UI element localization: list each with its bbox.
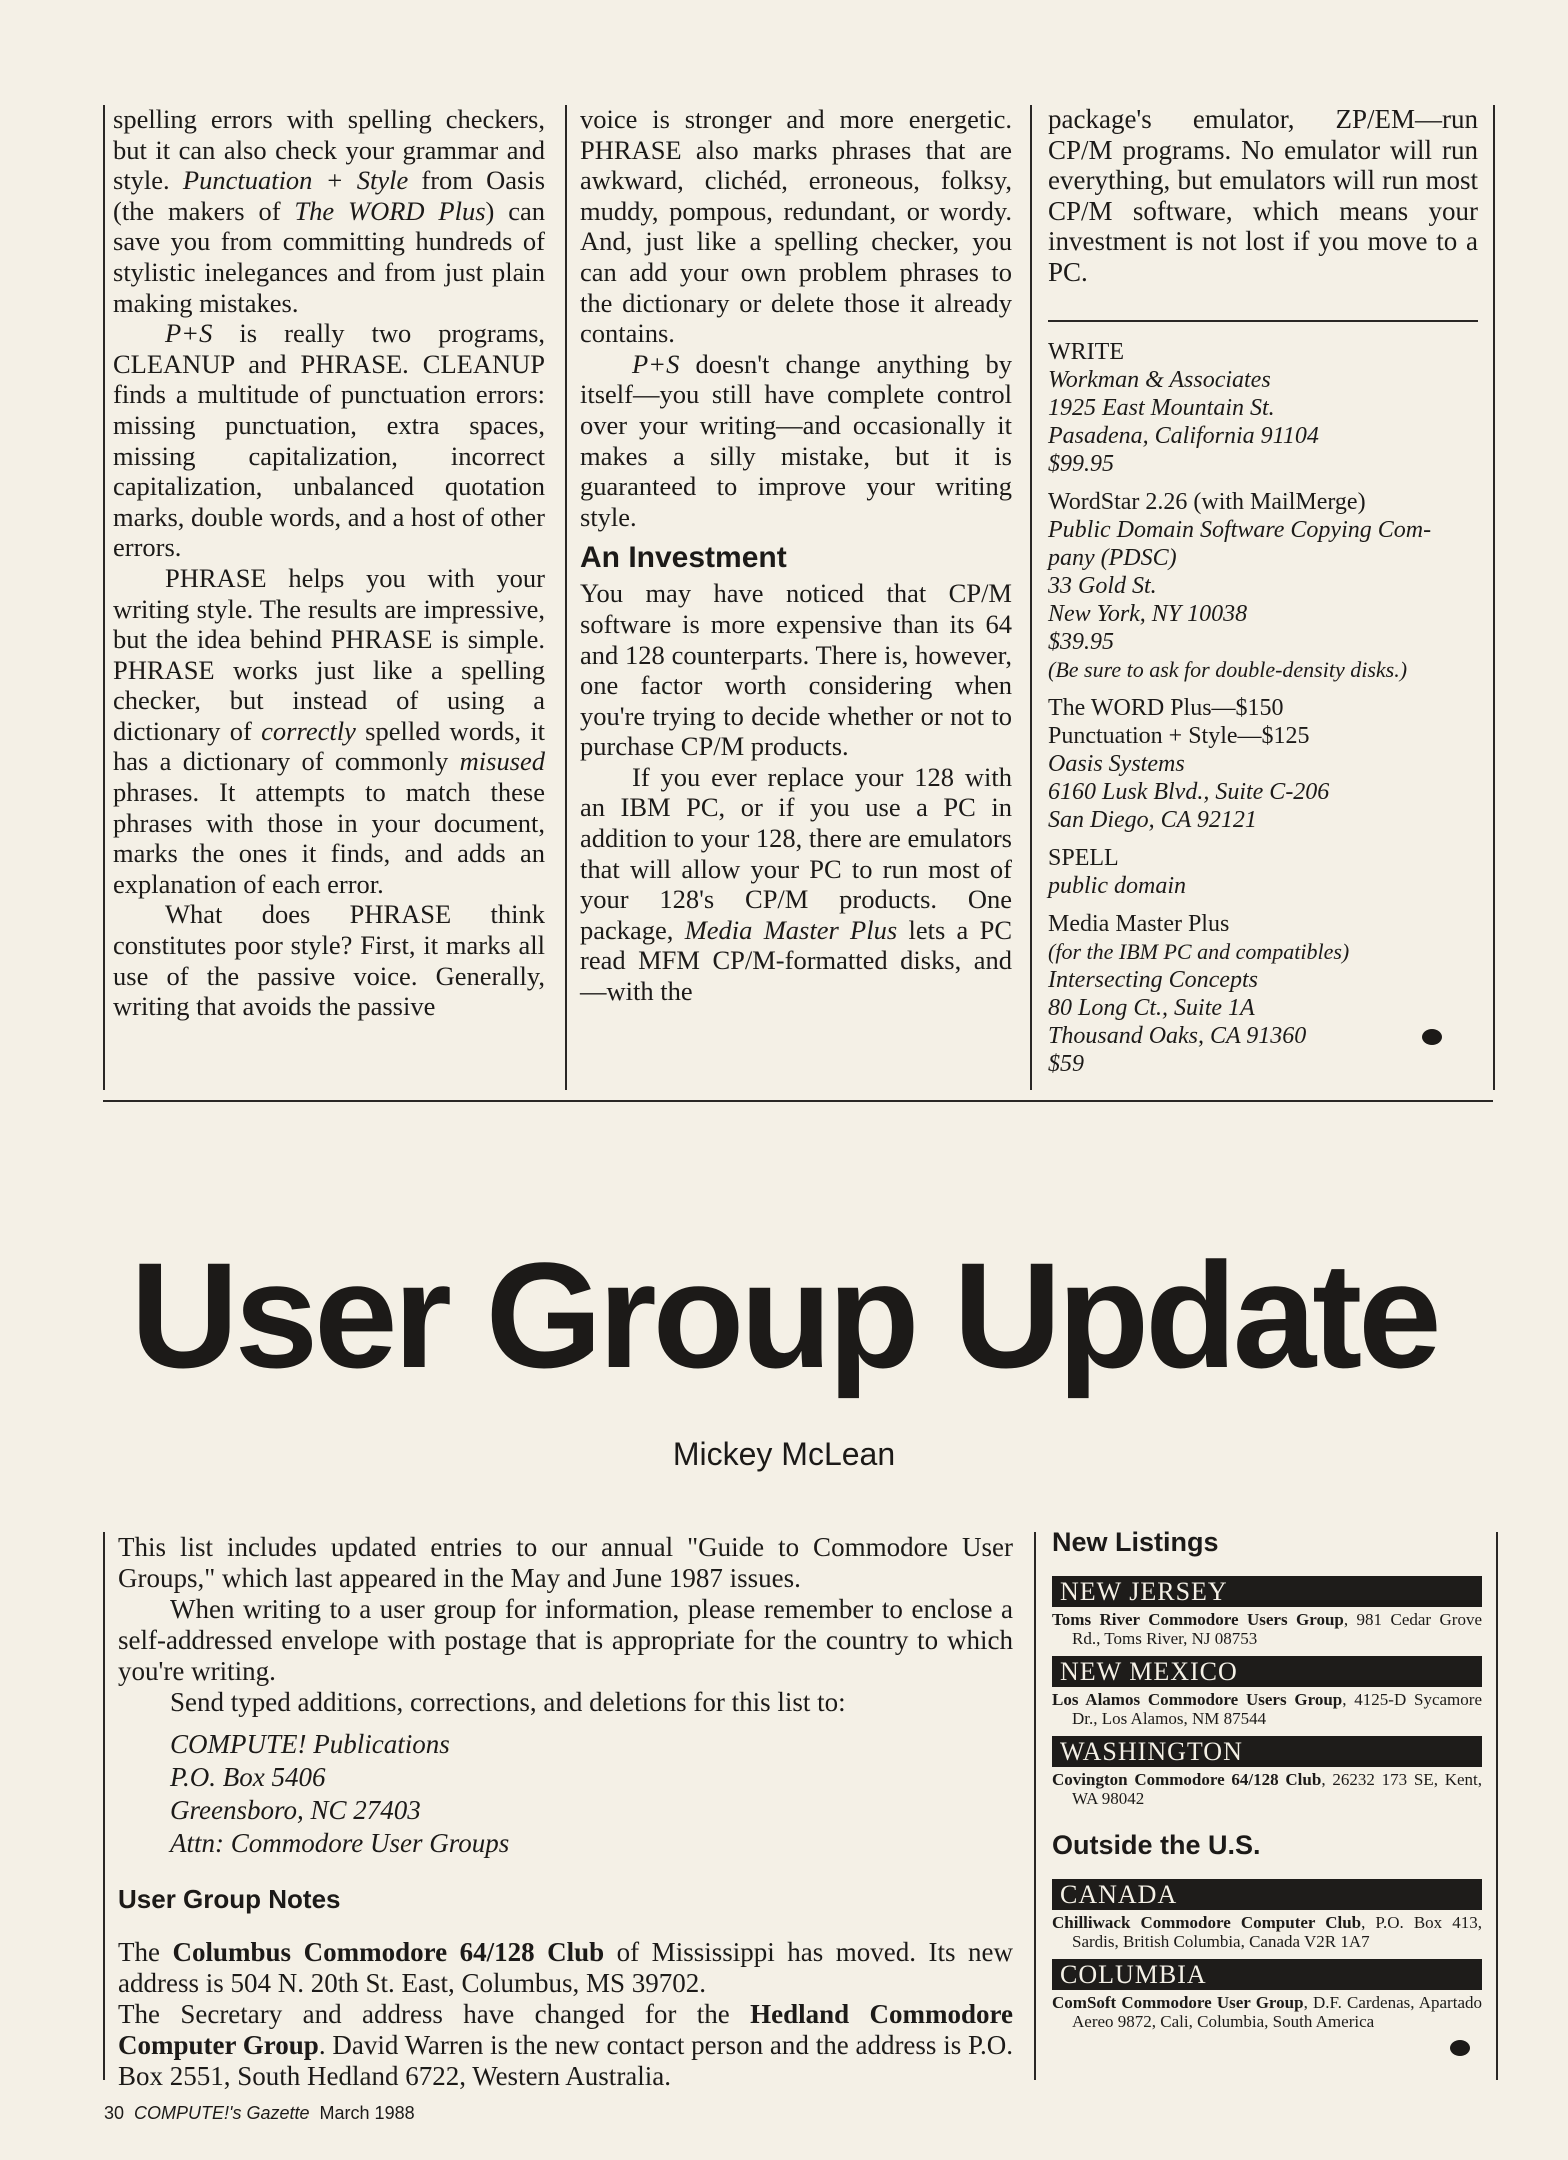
listing-entry: ComSoft Commodore User Group, D.F. Cardenas, Apartado Aereo 9872, Cali, Columbia, South America xyxy=(1052,1993,1482,2031)
address-entry: Media Master Plus (for the IBM PC and compatibles) Intersecting Concepts 80 Long Ct., Suite 1A Thousand Oaks, CA 91360 $59 xyxy=(1048,910,1478,1078)
paragraph: If you ever replace your 128 with an IBM PC, or if you use a PC in addition to your 128, there are emulators that will allow your PC to run most of your 128's CP/M products. One package, Media Master Plus lets a PC read MFM CP/M-formatted disks, and—with the xyxy=(580,761,1012,1007)
text-column-1 xyxy=(113,104,545,1022)
paragraph: Send typed additions, corrections, and deletions for this list to: xyxy=(170,1687,846,1717)
paragraph: PHRASE helps you with your writing style. The results are impressive, but the idea behind PHRASE is simple. PHRASE works just like a spelling checker, but instead of using a dictionary of correctly spelled words, it has a dictionary of commonly misused phrases. It attempts to match these phrases with those in your document, marks the ones it finds, and adds an explanation of each error. xyxy=(113,562,546,899)
country-bar: CANADA xyxy=(1052,1879,1482,1910)
article-author: Mickey McLean xyxy=(672,1436,896,1472)
paragraph: When writing to a user group for information, please remember to enclose a self-addressed envelope with postage that is appropriate for the country to which you're writing. xyxy=(118,1594,1013,1686)
column-rule-bottom-mid xyxy=(1034,1532,1036,2080)
page-footer: 30 COMPUTE!'s Gazette March 1988 xyxy=(104,2103,415,2123)
listing-entry: Chilliwack Commodore Computer Club, P.O. Box 413, Sardis, British Columbia, Canada V2R 1A7 xyxy=(1052,1913,1482,1951)
paragraph: You may have noticed that CP/M software is more expensive than its 64 and 128 counterparts. There is, however, one factor worth considering when you're trying to decide whether or not to purchase CP/M products. xyxy=(580,578,1012,762)
listings-heading: New Listings xyxy=(1052,1527,1219,1557)
state-bar: NEW JERSEY xyxy=(1052,1576,1482,1607)
column-rule-mid1 xyxy=(565,105,567,1090)
commodore-logo-icon xyxy=(1422,1029,1442,1045)
section-divider xyxy=(103,1100,1493,1102)
paragraph: P+S doesn't change anything by itself—you still have complete control over your writing—and occasionally it makes a silly mistake, but it is guaranteed to improve your writing style. xyxy=(580,348,1012,532)
column-rule-bottom-left xyxy=(103,1532,105,2080)
notes-heading: User Group Notes xyxy=(118,1884,341,1914)
paragraph: This list includes updated entries to our annual "Guide to Commodore User Groups," which last appeared in the May and June 1987 issues. xyxy=(118,1532,1013,1593)
address-entry: The WORD Plus—$150 Punctuation + Style—$125 Oasis Systems 6160 Lusk Blvd., Suite C-206 San Diego, CA 92121 xyxy=(1048,695,1330,833)
column-rule-bottom-right xyxy=(1496,1532,1498,2080)
section-heading: An Investment xyxy=(580,541,787,575)
article-title: User Group Update xyxy=(130,1231,1438,1399)
paragraph: package's emulator, ZP/EM—run CP/M programs. No emulator will run everything, but emulators will run most CP/M software, which means your investment is not lost if you move to a PC. xyxy=(1048,104,1478,287)
article-body xyxy=(118,1532,1013,2092)
listings-sidebar xyxy=(1052,1527,1482,2057)
text-column-2 xyxy=(580,104,1012,1007)
column-rule-mid2 xyxy=(1030,105,1032,1090)
listings-heading: Outside the U.S. xyxy=(1052,1830,1261,1860)
address-entry: WRITE Workman & Associates 1925 East Mountain St. Pasadena, California 91104 $99.95 xyxy=(1048,339,1319,477)
address-entry: WordStar 2.26 (with MailMerge) Public Domain Software Copying Com- pany (PDSC) 33 Gold St. New York, NY 10038 $39.95 (Be sure to ask for double-density disks.) xyxy=(1048,489,1432,682)
paragraph: voice is stronger and more energetic. PHRASE also marks phrases that are awkward, clichéd, erroneous, folksy, muddy, pompous, redundant, or wordy. And, just like a spelling checker, you can add your own problem phrases to the dictionary or delete those it already contains. xyxy=(580,104,1012,349)
state-bar: NEW MEXICO xyxy=(1052,1656,1482,1687)
column-rule-right xyxy=(1493,105,1495,1090)
sidebar-rule xyxy=(1048,320,1478,322)
paragraph: The Columbus Commodore 64/128 Club of Mississippi has moved. Its new address is 504 N. 20th St. East, Columbus, MS 39702. xyxy=(118,1937,1014,1998)
listing-entry: Toms River Commodore Users Group, 981 Cedar Grove Rd., Toms River, NJ 08753 xyxy=(1052,1610,1482,1648)
listing-entry: Covington Commodore 64/128 Club, 26232 173 SE, Kent, WA 98042 xyxy=(1052,1770,1482,1808)
address-entry: SPELL public domain xyxy=(1048,845,1186,899)
text-column-3 xyxy=(1048,104,1478,288)
column-rule-left xyxy=(103,105,105,1090)
country-bar: COLUMBIA xyxy=(1052,1959,1482,1990)
paragraph: What does PHRASE think constitutes poor style? First, it marks all use of the passive voice. Generally, writing that avoids the passive xyxy=(113,899,545,1022)
address-sidebar xyxy=(1048,338,1478,1088)
mailing-address: COMPUTE! Publications P.O. Box 5406 Greensboro, NC 27403 Attn: Commodore User Groups xyxy=(170,1729,510,1858)
listing-entry: Los Alamos Commodore Users Group, 4125-D Sycamore Dr., Los Alamos, NM 87544 xyxy=(1052,1690,1482,1728)
commodore-logo-icon xyxy=(1450,2040,1470,2056)
paragraph: spelling errors with spelling checkers, but it can also check your grammar and style. Punctuation + Style from Oasis (the makers of The WORD Plus) can save you from committing hundreds of stylistic inelegances and from just plain making mistakes. xyxy=(113,104,546,318)
paragraph: The Secretary and address have changed for the Hedland Commodore Computer Group. David Warren is the new contact person and the address is P.O. Box 2551, South Hedland 6722, Western Australia. xyxy=(118,1999,1014,2091)
state-bar: WASHINGTON xyxy=(1052,1736,1482,1767)
paragraph: P+S is really two programs, CLEANUP and PHRASE. CLEANUP finds a multitude of punctuation errors: missing punctuation, extra spaces, missing capitalization, incorrect capitalization, unbalanced quotation marks, double words, and a host of other errors. xyxy=(113,318,546,563)
